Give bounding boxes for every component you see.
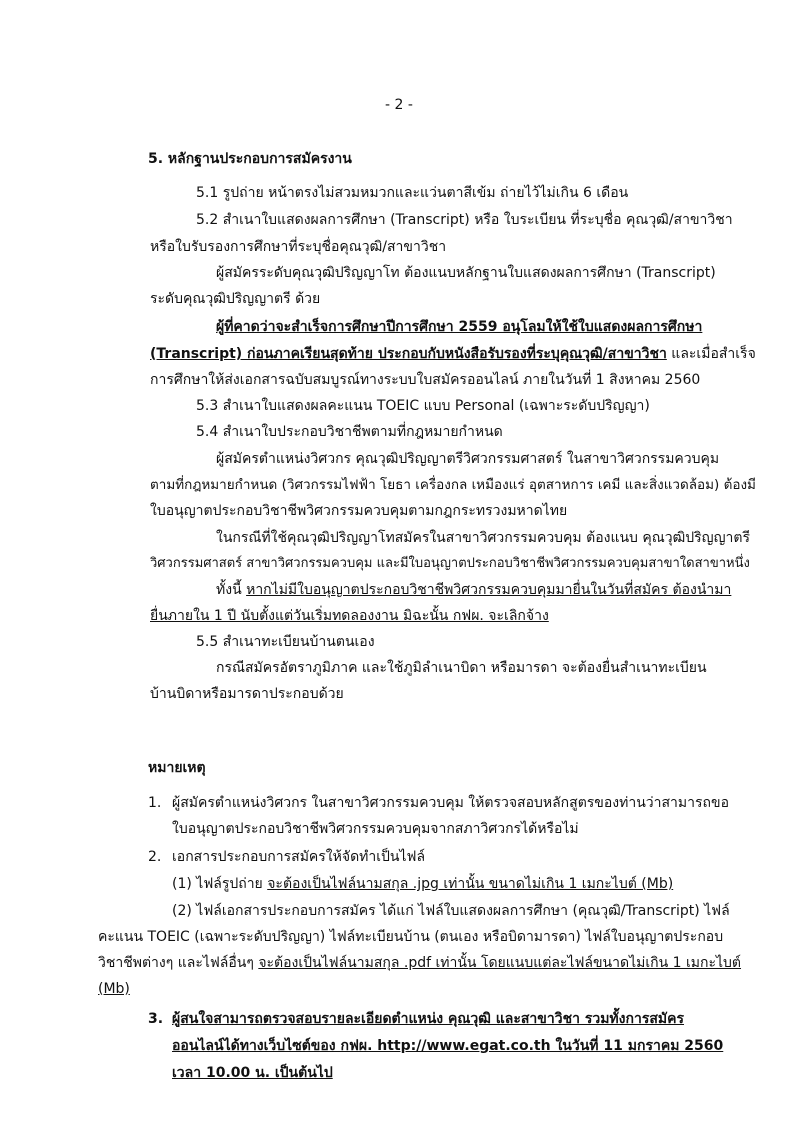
paragraph-line: 5.5 สำเนาทะเบียนบ้านตนเอง bbox=[196, 634, 375, 650]
paragraph-line bbox=[150, 345, 756, 363]
paragraph-text: ทั้งนี้ bbox=[216, 582, 247, 598]
section-heading: 5. หลักฐานประกอบการสมัครงาน bbox=[148, 151, 352, 167]
list-item bbox=[172, 875, 673, 893]
paragraph-line: 5.2 สำเนาใบแสดงผลการศึกษา (Transcript) หรือ ใบระเบียน ที่ระบุชื่อ คุณวุฒิ/สาขาวิชา bbox=[196, 212, 733, 228]
list-item: ผู้สมัครตำแหน่งวิศวกร ในสาขาวิศวกรรมควบคุม ให้ตรวจสอบหลักสูตรของท่านว่าสามารถขอ bbox=[172, 795, 729, 811]
emphasis-text: (Transcript) ก่อนภาคเรียนสุดท้าย ประกอบกับหนังสือรับรองที่ระบุคุณวุฒิ/สาขาวิชา bbox=[150, 346, 667, 362]
paragraph-line: ตามที่กฎหมายกำหนด (วิศวกรรมไฟฟ้า โยธา เครื่องกล เหมืองแร่ อุตสาหการ เคมี และสิ่งแวดล้อม) ต้องมี bbox=[150, 477, 756, 493]
list-item: (2) ไฟล์เอกสารประกอบการสมัคร ได้แก่ ไฟล์ใบแสดงผลการศึกษา (คุณวุฒิ/Transcript) ไฟล์ bbox=[172, 903, 730, 919]
list-number: 3. bbox=[148, 1011, 164, 1027]
paragraph-line: การศึกษาให้ส่งเอกสารฉบับสมบูรณ์ทางระบบใบสมัครออนไลน์ ภายในวันที่ 1 สิงหาคม 2560 bbox=[150, 372, 701, 388]
underlined-text: จะต้องเป็นไฟล์นามสกุล .jpg เท่านั้น ขนาดไม่เกิน 1 เมกะไบต์ (Mb) bbox=[267, 876, 674, 892]
list-item: คะแนน TOEIC (เฉพาะระดับปริญญา) ไฟล์ทะเบียนบ้าน (ตนเอง หรือบิดามารดา) ไฟล์ใบอนุญาตประกอบ bbox=[98, 929, 724, 945]
paragraph-line: ระดับคุณวุฒิปริญญาตรี ด้วย bbox=[150, 291, 321, 307]
paragraph-text: และเมื่อสำเร็จ bbox=[666, 346, 756, 362]
paragraph-line: วิศวกรรมศาสตร์ สาขาวิศวกรรมควบคุม และมีใบอนุญาตประกอบวิชาชีพวิศวกรรมควบคุมสาขาใดสาขาหนึ่ง bbox=[150, 556, 750, 571]
underlined-line: (Mb) bbox=[98, 981, 130, 997]
list-item: เอกสารประกอบการสมัครให้จัดทำเป็นไฟล์ bbox=[172, 849, 426, 865]
paragraph-text: (1) ไฟล์รูปถ่าย bbox=[172, 876, 268, 892]
paragraph-line: ใบอนุญาตประกอบวิชาชีพวิศวกรรมควบคุมตามกฎกระทรวงมหาดไทย bbox=[150, 503, 568, 519]
underlined-text: หากไม่มีใบอนุญาตประกอบวิชาชีพวิศวกรรมควบคุมมายื่นในวันที่สมัคร ต้องนำมา bbox=[246, 582, 732, 598]
paragraph-line: 5.3 สำเนาใบแสดงผลคะแนน TOEIC แบบ Personal (เฉพาะระดับปริญญา) bbox=[196, 398, 650, 414]
list-number: 1. bbox=[148, 795, 162, 811]
list-number: 2. bbox=[148, 849, 162, 865]
paragraph-line: บ้านบิดาหรือมารดาประกอบด้วย bbox=[150, 686, 344, 702]
paragraph-line: 5.1 รูปถ่าย หน้าตรงไม่สวมหมวกและแว่นตาสีเข้ม ถ่ายไว้ไม่เกิน 6 เดือน bbox=[196, 185, 629, 201]
remarks-heading: หมายเหตุ bbox=[148, 760, 206, 776]
emphasis-line: ผู้สนใจสามารถตรวจสอบรายละเอียดตำแหน่ง คุณวุฒิ และสาขาวิชา รวมทั้งการสมัคร bbox=[172, 1011, 685, 1027]
emphasis-line: ผู้ที่คาดว่าจะสำเร็จการศึกษาปีการศึกษา 2559 อนุโลมให้ใช้ใบแสดงผลการศึกษา bbox=[216, 319, 703, 335]
underlined-line: ยื่นภายใน 1 ปี นับตั้งแต่วันเริ่มทดลองงาน มิฉะนั้น กฟผ. จะเลิกจ้าง bbox=[150, 608, 549, 624]
paragraph-line bbox=[216, 581, 731, 599]
paragraph-line: หรือใบรับรองการศึกษาที่ระบุชื่อคุณวุฒิ/สาขาวิชา bbox=[150, 239, 447, 255]
underlined-text: จะต้องเป็นไฟล์นามสกุล .pdf เท่านั้น โดยแนบแต่ละไฟล์ขนาดไม่เกิน 1 เมกะไบต์ bbox=[258, 955, 742, 971]
emphasis-line: เวลา 10.00 น. เป็นต้นไป bbox=[172, 1065, 333, 1081]
paragraph-text: วิชาชีพต่างๆ และไฟล์อื่นๆ bbox=[98, 955, 259, 971]
list-item: ใบอนุญาตประกอบวิชาชีพวิศวกรรมควบคุมจากสภาวิศวกรได้หรือไม่ bbox=[172, 821, 579, 837]
page-number: - 2 - bbox=[385, 97, 413, 113]
list-item bbox=[98, 954, 741, 972]
paragraph-line: ในกรณีที่ใช้คุณวุฒิปริญญาโทสมัครในสาขาวิศวกรรมควบคุม ต้องแนบ คุณวุฒิปริญญาตรี bbox=[216, 530, 750, 546]
paragraph-line: ผู้สมัครระดับคุณวุฒิปริญญาโท ต้องแนบหลักฐานใบแสดงผลการศึกษา (Transcript) bbox=[216, 265, 716, 281]
paragraph-line: ผู้สมัครตำแหน่งวิศวกร คุณวุฒิปริญญาตรีวิศวกรรมศาสตร์ ในสาขาวิศวกรรมควบคุม bbox=[216, 451, 720, 467]
emphasis-line: ออนไลน์ได้ทางเว็บไซต์ของ กฟผ. http://www.egat.co.th ในวันที่ 11 มกราคม 2560 bbox=[172, 1038, 724, 1054]
paragraph-line: 5.4 สำเนาใบประกอบวิชาชีพตามที่กฎหมายกำหนด bbox=[196, 424, 503, 440]
paragraph-line: กรณีสมัครอัตราภูมิภาค และใช้ภูมิลำเนาบิดา หรือมารดา จะต้องยื่นสำเนาทะเบียน bbox=[216, 660, 707, 676]
